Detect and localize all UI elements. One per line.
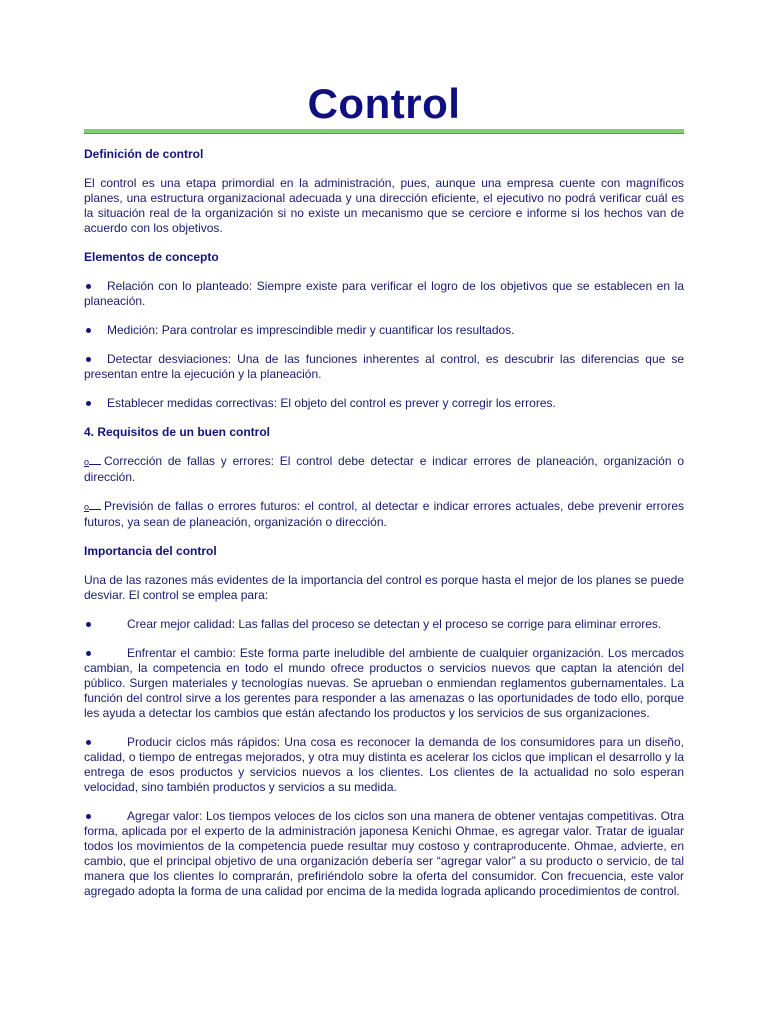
list-item [84,499,684,530]
list-item-text: Agregar valor: Los tiempos veloces de los ciclos son una manera de obtener ventajas competitivas. Otra forma, aplicada por el experto de la administración japonesa Kenichi Ohmae, es agregar valor. Tratar de igualar todos los movimientos de la competencia puede resultar muy costoso y contraproducente. Ohmae, advierte, en cambio, que el principal objetivo de una organización debería ser “agregar valor” a su producto o servicio, de tal manera que los clientes lo comprarán, prefiriéndolo sobre la oferta del consumidor. Con frecuencia, este valor agregado adopta la forma de una calidad por encima de la medida lograda aplicando procedimientos de control. [84,809,684,898]
list-item [84,735,684,795]
marker-underline [89,500,101,510]
list-item-text: Enfrentar el cambio: Este forma parte ineludible del ambiente de cualquier organización. Los mercados cambian, la competencia en todo el mundo ofrece productos o servicios nuevos que captan la atención del público. Surgen materiales y tecnologías nuevas. Se aprueban o enmiendan reglamentos gubernamentales. La función del control sirve a los gerentes para responder a las amenazas o las oportunidades de todo ello, porque les ayuda a detectar los cambios que están afectando los productos y los servicios de sus organizaciones. [84,646,684,720]
list-item [84,323,684,338]
bullet-icon [86,284,91,289]
circle-marker-icon: o [84,502,90,512]
list-item-text: Previsión de fallas o errores futuros: el control, al detectar e indicar errores actuales, debe prevenir errores futuros, ya sean de planeación, organización o dirección. [84,499,684,529]
list-item [84,646,684,721]
document-body [84,147,684,913]
requirements-heading: 4. Requisitos de un buen control [84,425,271,439]
list-item [84,617,684,632]
list-item [84,809,684,899]
definition-heading: Definición de control [84,147,204,161]
marker-underline [89,455,101,465]
bullet-icon [86,328,91,333]
list-item [84,396,684,411]
circle-marker-icon: o [84,457,90,467]
list-item-text: Corrección de fallas y errores: El control debe detectar e indicar errores de planeación, organización o dirección. [84,454,684,484]
list-item [84,352,684,382]
page-title: Control [307,80,461,127]
bullet-icon [86,740,91,745]
bullet-icon [86,651,91,656]
list-item-text: Crear mejor calidad: Las fallas del proceso se detectan y el proceso se corrige para eliminar errores. [127,617,662,631]
title-divider [84,129,684,134]
importance-heading: Importancia del control [84,544,217,558]
list-item-text: Medición: Para controlar es imprescindible medir y cuantificar los resultados. [107,323,515,337]
list-item-text: Relación con lo planteado: Siempre existe para verificar el logro de los objetivos que se establecen en la planeación. [84,279,684,308]
bullet-icon [86,814,91,819]
definition-paragraph: El control es una etapa primordial en la administración, pues, aunque una empresa cuente con magníficos planes, una estructura organizacional adecuada y una dirección eficiente, el ejecutivo no podrá verificar cuál es la situación real de la organización si no existe un mecanismo que se cerciore e informe si los hechos van de acuerdo con los objetivos. [84,176,684,235]
elements-heading: Elementos de concepto [84,250,219,264]
list-item-text: Producir ciclos más rápidos: Una cosa es reconocer la demanda de los consumidores para un diseño, calidad, o tiempo de entregas mejorados, y otra muy distinta es acelerar los ciclos que implican el desarrollo y la entrega de esos productos y servicios nuevos a los clientes. Los clientes de la actualidad no solo esperan velocidad, sino también productos y servicios a su medida. [84,735,684,794]
importance-paragraph: Una de las razones más evidentes de la importancia del control es porque hasta el mejor de los planes se puede desviar. El control se emplea para: [84,573,684,602]
list-item-text: Establecer medidas correctivas: El objeto del control es prever y corregir los errores. [107,396,556,410]
list-item [84,279,684,309]
bullet-icon [86,401,91,406]
list-item-text: Detectar desviaciones: Una de las funciones inherentes al control, es descubrir las diferencias que se presentan entre la ejecución y la planeación. [84,352,684,381]
bullet-icon [86,622,91,627]
list-item [84,454,684,485]
bullet-icon [86,357,91,362]
